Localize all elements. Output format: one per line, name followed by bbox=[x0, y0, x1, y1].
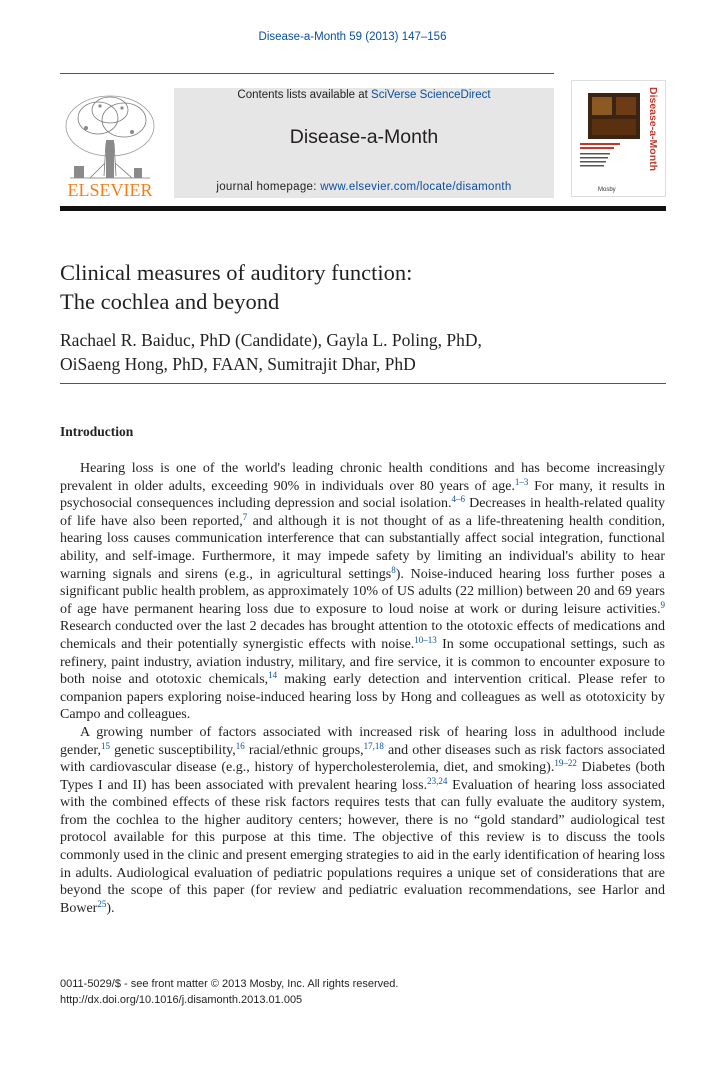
reference-citation[interactable]: 23,24 bbox=[427, 775, 448, 786]
copyright-line: 0011-5029/$ - see front matter © 2013 Mosby, Inc. All rights reserved. bbox=[60, 978, 399, 990]
article-title bbox=[60, 258, 666, 316]
reference-citation[interactable]: 25 bbox=[97, 898, 107, 909]
text-run: ). bbox=[106, 900, 115, 916]
title-line-2: The cochlea and beyond bbox=[60, 289, 280, 314]
footer bbox=[60, 976, 398, 1008]
reference-citation[interactable]: 10–13 bbox=[414, 634, 437, 645]
elsevier-wordmark: ELSEVIER bbox=[67, 180, 153, 200]
text-run: making early detection and intervention critical. Please refer to companion papers exploring noise-induced hearing loss by Hong and colleagues as well as ototoxicity by Campo and colleagues. bbox=[60, 672, 665, 723]
text-run: and although it is not thought of as a life-threatening health condition, hearing loss causes communication interference that can substantially affect social integration, functional ability, and self-image. Furthermore, it may impede safety by limiting an individual's ability to hear warning signals and sirens (e.g., in agricultural settings bbox=[60, 513, 665, 582]
text-run: genetic susceptibility, bbox=[110, 742, 236, 758]
text-run: Research conducted over the last 2 decades has brought attention to the ototoxic effects of medications and chemicals and their potentially synergistic effects with noise. bbox=[60, 619, 665, 652]
elsevier-tree-logo bbox=[60, 88, 160, 200]
authors-line-2: OiSaeng Hong, PhD, FAAN, Sumitrajit Dhar, PhD bbox=[60, 354, 416, 374]
title-rule bbox=[60, 383, 666, 384]
doi-link[interactable]: http://dx.doi.org/10.1016/j.disamonth.2013.01.005 bbox=[60, 994, 303, 1006]
author-list bbox=[60, 328, 666, 376]
text-run: racial/ethnic groups, bbox=[244, 742, 364, 758]
authors-line-1: Rachael R. Baiduc, PhD (Candidate), Gayla L. Poling, PhD, bbox=[60, 330, 482, 350]
paragraph-2 bbox=[60, 724, 665, 918]
title-line-1: Clinical measures of auditory function: bbox=[60, 260, 413, 285]
reference-citation[interactable]: 15 bbox=[101, 740, 111, 751]
journal-banner bbox=[174, 88, 554, 198]
cover-icon bbox=[572, 81, 665, 196]
reference-citation[interactable]: 19–22 bbox=[554, 758, 577, 769]
reference-citation[interactable]: 14 bbox=[268, 670, 278, 681]
homepage-prefix: journal homepage: bbox=[216, 181, 321, 193]
citation-link[interactable]: Disease-a-Month 59 (2013) 147–156 bbox=[258, 31, 447, 43]
homepage-line bbox=[174, 181, 554, 193]
reference-citation[interactable]: 16 bbox=[235, 740, 245, 751]
body-text bbox=[60, 460, 665, 917]
homepage-link[interactable]: www.elsevier.com/locate/disamonth bbox=[320, 181, 512, 193]
text-run: Evaluation of hearing loss associated with the combined effects of these risk factors requires tests that can fully evaluate the auditory system, from the cochlea to the higher auditory centers; however, there is no “gold standard” audiological test protocol available for this purpose at this time. The objective of this review is to discuss the tools commonly used in the clinic and present emerging strategies to aid in the early identification of hearing loss in adults. Audiological evaluation of pediatric populations requires a unique set of considerations that are beyond the scope of this paper (for review and pediatric evaluation recommendations, see Harlor and Bower bbox=[60, 777, 665, 916]
text-run: Diabetes (both Types I and II) has been associated with prevalent hearing loss. bbox=[60, 760, 666, 793]
text-run: ). Noise-induced hearing loss further poses a significant public health problem, as approximately 10% of US adults (22 million) between 20 and 69 years of age have permanent hearing loss due to exposure to loud noise at work or during leisure activities. bbox=[60, 566, 665, 617]
sciencedirect-link[interactable]: SciVerse ScienceDirect bbox=[371, 89, 491, 101]
reference-citation[interactable]: 4–6 bbox=[451, 494, 465, 505]
journal-citation[interactable] bbox=[0, 31, 705, 43]
text-run: For many, it results in psychosocial consequences including depression and social isolation. bbox=[60, 478, 665, 512]
reference-citation[interactable]: 7 bbox=[242, 511, 248, 522]
text-run: In some occupational settings, such as refinery, paint industry, aviation industry, military, and fire service, it is common to encounter exposure to both noise and ototoxic chemicals, bbox=[60, 636, 665, 688]
contents-prefix: Contents lists available at bbox=[237, 89, 372, 101]
text-run: A growing number of factors associated with increased risk of hearing loss in adulthood include gender, bbox=[60, 724, 665, 758]
cover-journal-title: Disease-a-Month bbox=[647, 87, 659, 172]
journal-cover-thumbnail bbox=[571, 80, 666, 197]
journal-title: Disease-a-Month bbox=[289, 126, 439, 148]
text-run: Hearing loss is one of the world's leading chronic health conditions and has become increasingly prevalent in older adults, exceeding 90% in individuals over 80 years of age. bbox=[60, 461, 665, 494]
contents-line bbox=[174, 89, 554, 101]
header-top-rule bbox=[60, 73, 554, 74]
paragraph-1 bbox=[60, 460, 665, 724]
header-thick-rule bbox=[60, 206, 666, 211]
tree-logo-icon bbox=[60, 88, 160, 200]
cover-publisher: Mosby bbox=[598, 187, 616, 193]
text-run: Decreases in health-related quality of life have also been reported, bbox=[60, 496, 665, 529]
section-heading: Introduction bbox=[60, 424, 134, 439]
reference-citation[interactable]: 9 bbox=[660, 599, 665, 610]
text-run: and other diseases such as risk factors associated with cardiovascular disease (e.g., history of hypercholesterolemia, diet, and smoking). bbox=[60, 742, 665, 776]
reference-citation[interactable]: 8 bbox=[391, 564, 396, 575]
reference-citation[interactable]: 17,18 bbox=[363, 740, 384, 751]
reference-citation[interactable]: 1–3 bbox=[514, 476, 529, 487]
